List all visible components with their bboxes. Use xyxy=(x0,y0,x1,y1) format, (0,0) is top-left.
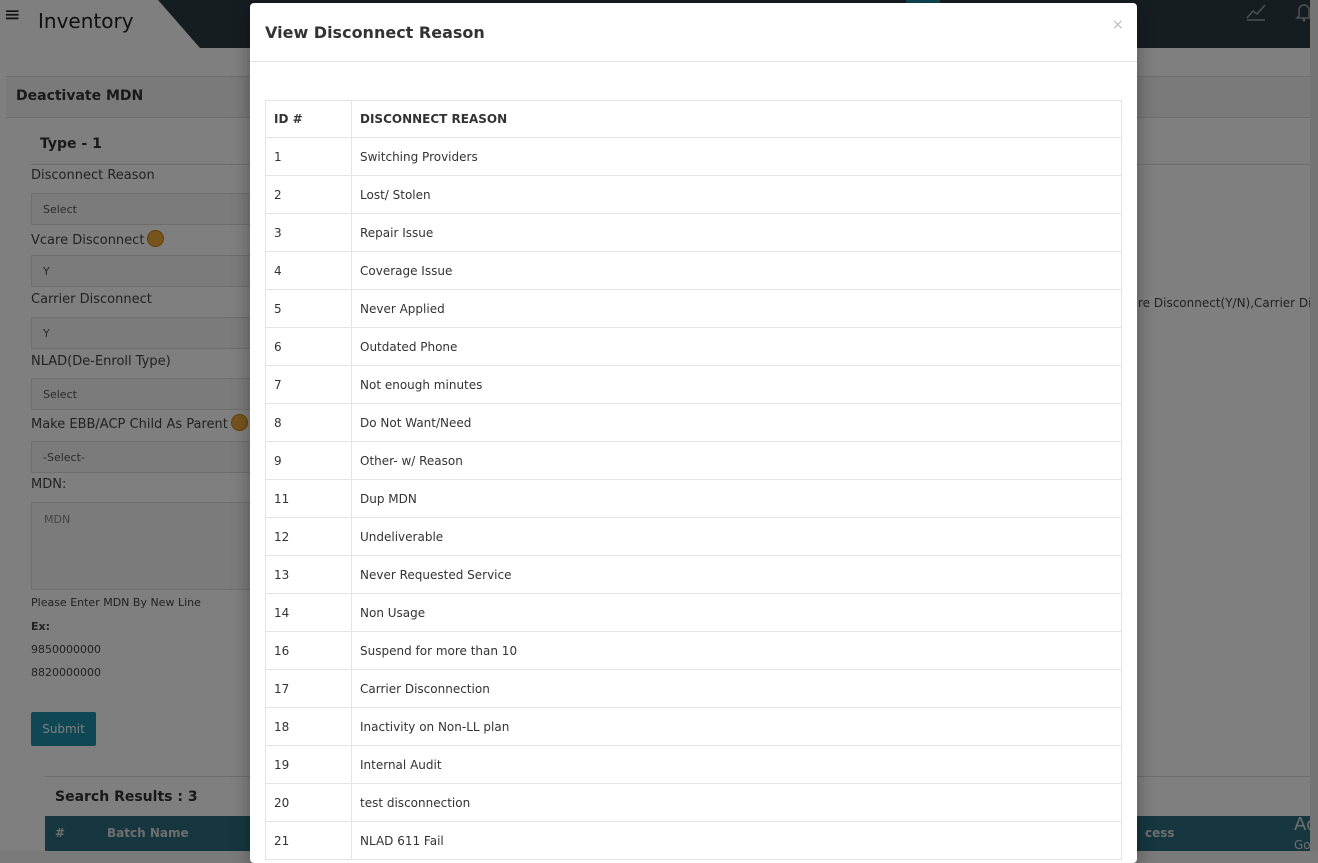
reason-text-cell: Dup MDN xyxy=(352,480,1122,518)
table-row xyxy=(266,214,1122,252)
reason-id-cell: 18 xyxy=(266,708,352,746)
table-row xyxy=(266,138,1122,176)
reason-id-cell: 4 xyxy=(266,252,352,290)
table-row xyxy=(266,556,1122,594)
reason-id-cell: 21 xyxy=(266,822,352,860)
reason-id-cell: 14 xyxy=(266,594,352,632)
reason-text-cell: test disconnection xyxy=(352,784,1122,822)
reason-id-cell: 13 xyxy=(266,556,352,594)
table-row xyxy=(266,328,1122,366)
reason-text-cell: Outdated Phone xyxy=(352,328,1122,366)
reason-text-cell: Switching Providers xyxy=(352,138,1122,176)
disconnect-reason-table xyxy=(265,100,1122,860)
reason-id-cell: 8 xyxy=(266,404,352,442)
table-row xyxy=(266,442,1122,480)
reason-id-cell: 19 xyxy=(266,746,352,784)
table-row xyxy=(266,822,1122,860)
table-body xyxy=(266,138,1122,860)
disconnect-reason-modal xyxy=(250,3,1137,863)
table-row xyxy=(266,670,1122,708)
table-row xyxy=(266,518,1122,556)
reason-id-cell: 1 xyxy=(266,138,352,176)
reason-id-cell: 9 xyxy=(266,442,352,480)
reason-text-cell: Suspend for more than 10 xyxy=(352,632,1122,670)
table-row xyxy=(266,404,1122,442)
table-row xyxy=(266,594,1122,632)
reason-id-cell: 6 xyxy=(266,328,352,366)
reason-text-cell: Undeliverable xyxy=(352,518,1122,556)
reason-id-cell: 5 xyxy=(266,290,352,328)
reason-text-cell: Coverage Issue xyxy=(352,252,1122,290)
reason-text-cell: Internal Audit xyxy=(352,746,1122,784)
reason-column-header: DISCONNECT REASON xyxy=(352,101,1122,138)
table-row xyxy=(266,290,1122,328)
close-icon[interactable]: × xyxy=(1112,17,1124,33)
reason-text-cell: Other- w/ Reason xyxy=(352,442,1122,480)
reason-text-cell: NLAD 611 Fail xyxy=(352,822,1122,860)
table-header-row xyxy=(266,101,1122,138)
reason-text-cell: Do Not Want/Need xyxy=(352,404,1122,442)
reason-text-cell: Inactivity on Non-LL plan xyxy=(352,708,1122,746)
id-column-header: ID # xyxy=(266,101,352,138)
table-row xyxy=(266,176,1122,214)
table-row xyxy=(266,252,1122,290)
reason-text-cell: Repair Issue xyxy=(352,214,1122,252)
reason-id-cell: 2 xyxy=(266,176,352,214)
reason-text-cell: Non Usage xyxy=(352,594,1122,632)
table-row xyxy=(266,746,1122,784)
modal-header xyxy=(250,3,1137,62)
reason-id-cell: 17 xyxy=(266,670,352,708)
reason-text-cell: Lost/ Stolen xyxy=(352,176,1122,214)
reason-id-cell: 16 xyxy=(266,632,352,670)
reason-text-cell: Never Requested Service xyxy=(352,556,1122,594)
modal-title: View Disconnect Reason xyxy=(265,23,485,42)
table-row xyxy=(266,784,1122,822)
reason-id-cell: 12 xyxy=(266,518,352,556)
table-row xyxy=(266,632,1122,670)
reason-id-cell: 7 xyxy=(266,366,352,404)
reason-id-cell: 20 xyxy=(266,784,352,822)
table-row xyxy=(266,708,1122,746)
table-row xyxy=(266,366,1122,404)
reason-text-cell: Never Applied xyxy=(352,290,1122,328)
table-row xyxy=(266,480,1122,518)
reason-text-cell: Not enough minutes xyxy=(352,366,1122,404)
reason-id-cell: 3 xyxy=(266,214,352,252)
reason-text-cell: Carrier Disconnection xyxy=(352,670,1122,708)
reason-id-cell: 11 xyxy=(266,480,352,518)
